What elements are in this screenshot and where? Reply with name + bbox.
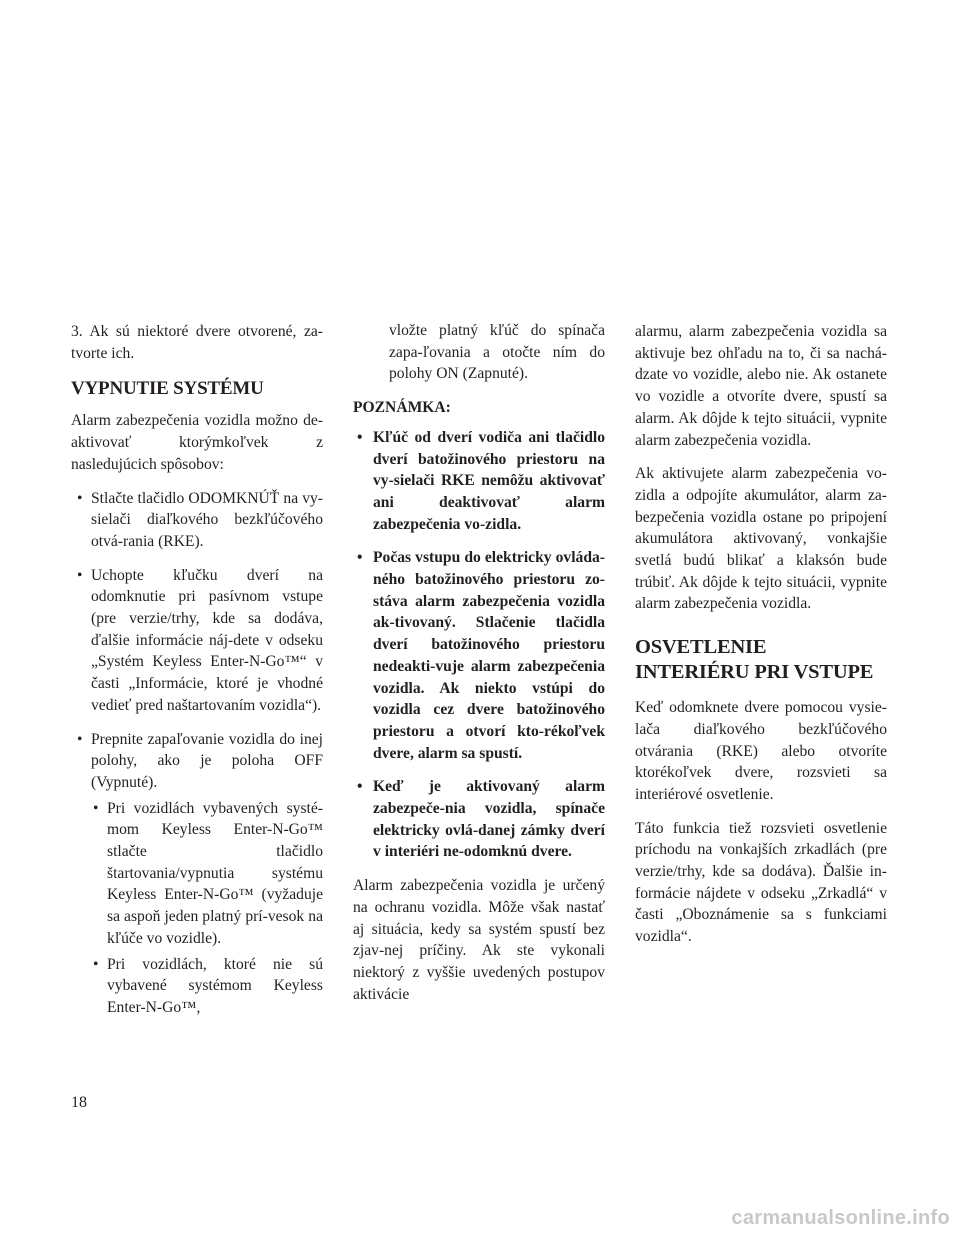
bullet-dot: • bbox=[93, 955, 99, 973]
list-item-text: Prepnite zapaľovanie vozidla do inej polohy, ako je poloha OFF (Vypnuté). bbox=[91, 730, 323, 791]
heading-line-2: INTERIÉRU PRI VSTUPE bbox=[635, 661, 874, 684]
section-heading-disarm: VYPNUTIE SYSTÉMU bbox=[71, 378, 264, 400]
alarm-continuation-paragraph: alarmu, alarm zabezpečenia vozidla sa aktivuje bez ohľadu na to, či sa nachá-dzate vo vozidle, alebo nie. Ak ostanete vo vozidle a otvoríte dvere, spustí sa alarm. Ak dôjde k tejto situácii, vypnite alarm zabezpečenia vozidla. bbox=[635, 323, 887, 449]
column-right bbox=[635, 321, 887, 960]
disarm-intro-paragraph: Alarm zabezpečenia vozidla možno de-aktivovať ktorýmkoľvek z nasledujúcich spôsobov: bbox=[71, 412, 323, 473]
sub-list-continuation: vložte platný kľúč do spínača zapa-ľovania a otočte ním do polohy ON (Zapnuté). bbox=[389, 322, 605, 383]
alarm-purpose-paragraph: Alarm zabezpečenia vozidla je určený na ochranu vozidla. Môže však nastať aj situácia, kedy sa systém spustí bez zjav-nej príčiny. Ak ste vykonali niektorý z vyššie uvedených postupov aktivácie bbox=[353, 877, 605, 1003]
note-list-item bbox=[353, 427, 605, 536]
sub-list-item bbox=[71, 798, 323, 950]
bullet-dot: • bbox=[77, 730, 83, 748]
watermark-text: carmanualsonline.info bbox=[731, 1207, 950, 1229]
list-item bbox=[71, 488, 323, 553]
list-item bbox=[71, 729, 323, 794]
page-number: 18 bbox=[71, 1094, 87, 1111]
step-3-text: 3. Ak sú niektoré dvere otvorené, za-tvorte ich. bbox=[71, 323, 323, 362]
list-item-text: Stlačte tlačidlo ODOMKNÚŤ na vy-sielači diaľkového bezkľúčového otvá-rania (RKE). bbox=[91, 489, 323, 550]
note-item-text: Kľúč od dverí vodiča ani tlačidlo dverí batožinového priestoru na vy-sielači RKE nemôžu aktivovať ani deaktivovať alarm zabezpečenia vo-zidla. bbox=[373, 428, 605, 533]
note-list-item bbox=[353, 547, 605, 764]
section-heading-illuminated-entry bbox=[635, 635, 887, 685]
battery-paragraph: Ak aktivujete alarm zabezpečenia vo-zidla a odpojíte akumulátor, alarm za-bezpečenia vozidla ostane po pripojení akumulátora aktivovaný, vonkajšie svetlá budú blikať a klaksón bude trúbiť. Ak dôjde k tejto situácii, vypnite alarm zabezpečenia vozidla. bbox=[635, 465, 887, 613]
note-list-item bbox=[353, 776, 605, 863]
bullet-dot: • bbox=[77, 566, 83, 584]
list-item bbox=[71, 565, 323, 717]
bullet-dot: • bbox=[357, 428, 363, 446]
bullet-dot: • bbox=[93, 799, 99, 817]
heading-line-1: OSVETLENIE bbox=[635, 636, 767, 659]
bullet-dot: • bbox=[77, 489, 83, 507]
sub-list-item bbox=[71, 954, 323, 1019]
note-item-text: Keď je aktivovaný alarm zabezpeče-nia vozidla, spínače elektricky ovlá-danej zámky dverí v interiéri ne-odomknú dvere. bbox=[373, 778, 605, 861]
sub-list-item-text: Pri vozidlách vybavených systé-mom Keyless Enter-N-Go™ stlačte tlačidlo štartovania/vypnutia systému Keyless Enter-N-Go™ (vyžaduje sa aspoň jeden platný prí-vesok na kľúče vo vozidle). bbox=[107, 799, 323, 947]
bullet-dot: • bbox=[357, 778, 363, 796]
column-left bbox=[71, 321, 323, 1023]
sub-list-item-text: Pri vozidlách, ktoré nie sú vybavené systémom Keyless Enter-N-Go™, bbox=[107, 955, 323, 1016]
illuminated-entry-paragraph: Keď odomknete dvere pomocou vysie-lača diaľkového bezkľúčového otvárania (RKE) alebo otvoríte ktorékoľvek dvere, rozsvieti sa interiérové osvetlenie. bbox=[635, 699, 887, 803]
note-item-text: Počas vstupu do elektricky ovláda-ného batožinového priestoru zo-stáva alarm zabezpečenia vozidla ak-tivovaný. Stlačenie tlačidla dverí batožinového priestoru nedeakti-vuje alarm zabezpečenia vozidla. Ak niekto vstúpi do vozidla cez dvere batožinového priestoru a otvorí kto-rékoľvek dvere, alarm sa spustí. bbox=[373, 549, 605, 762]
mirror-lights-paragraph: Táto funkcia tiež rozsvieti osvetlenie príchodu na vonkajších zrkadlách (pre verzie/trhy, kde sa dodáva). Ďalšie in-formácie nájdete v odseku „Zrkadlá“ v časti „Oboznámenie sa s funkciami vozidla“. bbox=[635, 819, 887, 946]
bullet-dot: • bbox=[357, 549, 363, 567]
column-middle bbox=[353, 321, 605, 1017]
note-label: POZNÁMKA: bbox=[353, 399, 451, 417]
list-item-text: Uchopte kľučku dverí na odomknutie pri pasívnom vstupe (pre verzie/trhy, kde sa dodáva, ďalšie informácie náj-dete v odseku „Systém Keyless Enter-N-Go™“ v časti „Informácie, ktoré je vhodné vedieť pred naštartovaním vozidla“). bbox=[91, 566, 323, 714]
